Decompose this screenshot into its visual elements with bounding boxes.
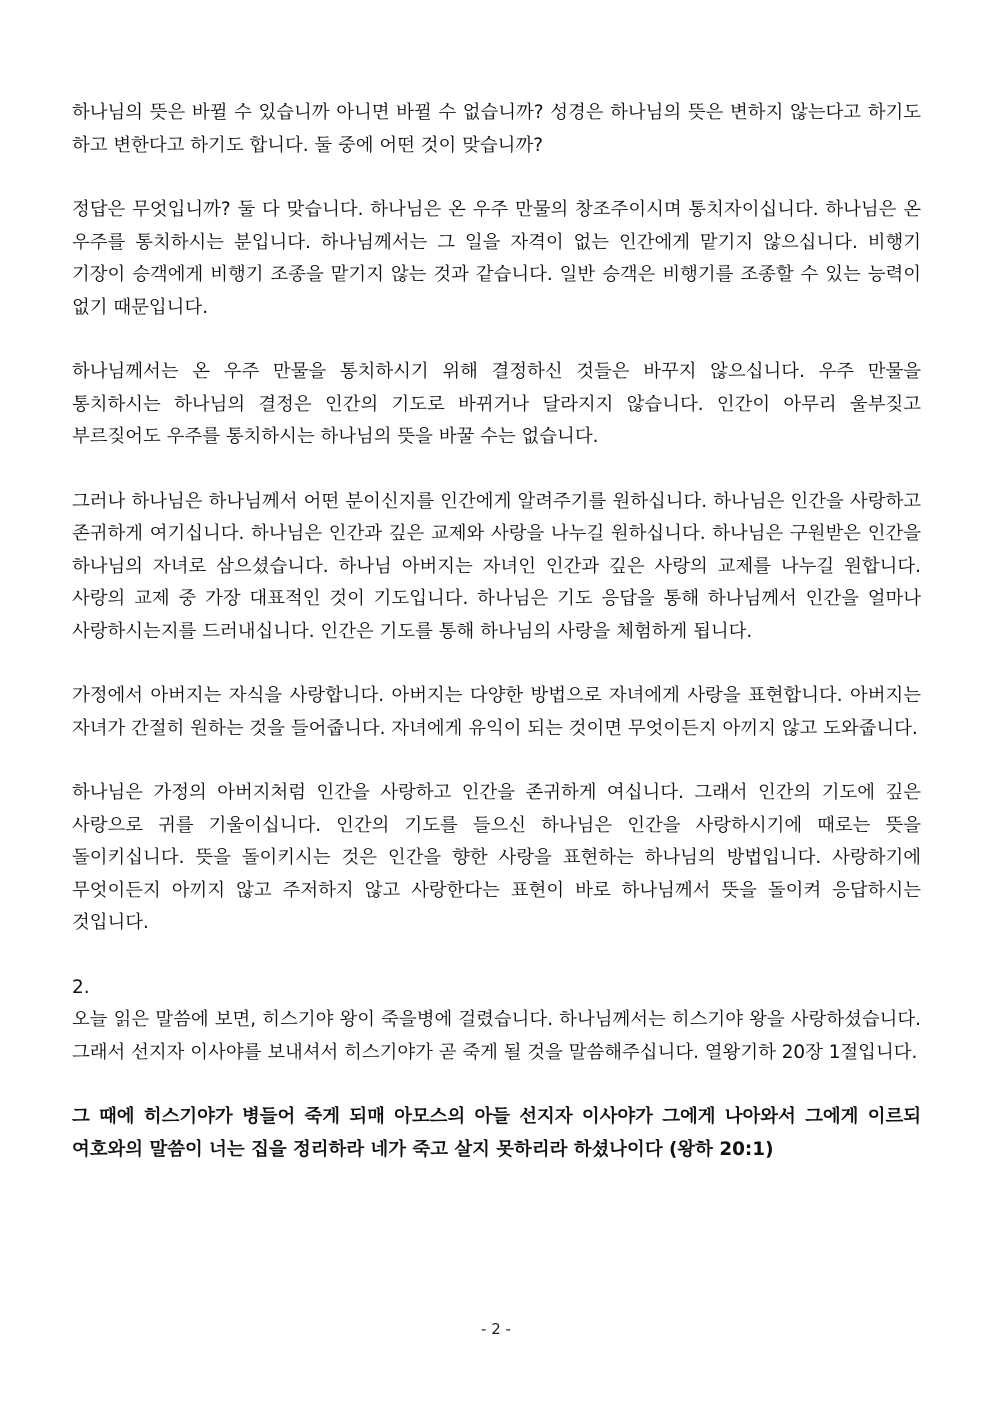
page-number: - 2 - (481, 1320, 511, 1338)
paragraph-hezekiah: 오늘 읽은 말씀에 보면, 히스기야 왕이 죽을병에 걸렸습니다. 하나님께서는 히스기야 왕을 사랑하셨습니다. 그래서 선지자 이사야를 보내셔서 히스기야가 곧 죽게 될 것을 말씀해주십니다. 열왕기하 20장 1절입니다. (72, 1009, 921, 1063)
paragraph-relationship: 그러나 하나님은 하나님께서 어떤 분이신지를 인간에게 알려주기를 원하십니다. 하나님은 인간을 사랑하고 존귀하게 여기십니다. 하나님은 인간과 깊은 교제와 사랑을 나누길 원하십니다. 하나님은 구원받은 인간을 하나님의 자녀로 삼으셨습니다. 하나님 아버지는 자녀인 인간과 깊은 사랑의 교제를 나누길 원합니다. 사랑의 교제 중 가장 대표적인 것이 기도입니다. 하나님은 기도 응답을 통해 하나님께서 인간을 얼마나 사랑하시는지를 드러내십니다. 인간은 기도를 통해 하나님의 사랑을 체험하게 됩니다. (72, 490, 921, 642)
paragraph-unchanging-will: 하나님께서는 온 우주 만물을 통치하시기 위해 결정하신 것들은 바꾸지 않으십니다. 우주 만물을 통치하시는 하나님의 결정은 인간의 기도로 바뀌거나 달라지지 않습니다. 인간이 아무리 울부짖고 부르짖어도 우주를 통치하시는 하나님의 뜻을 바꿀 수는 없습니다. (72, 361, 921, 447)
paragraph-god-relents: 하나님은 가정의 아버지처럼 인간을 사랑하고 인간을 존귀하게 여십니다. 그래서 인간의 기도에 깊은 사랑으로 귀를 기울이십니다. 인간의 기도를 들으신 하나님은 인간을 사랑하시기에 때로는 뜻을 돌이키십니다. 뜻을 돌이키시는 것은 인간을 향한 사랑을 표현하는 하나님의 방법입니다. 사랑하기에 무엇이든지 아끼지 않고 주저하지 않고 사랑한다는 표현이 바로 하나님께서 뜻을 돌이켜 응답하시는 것입니다. (72, 782, 921, 933)
section-number: 2. (72, 976, 90, 998)
paragraph-answer: 정답은 무엇입니까? 둘 다 맞습니다. 하나님은 온 우주 만물의 창조주이시며 통치자이십니다. 하나님은 온 우주를 통치하시는 분입니다. 하나님께서는 그 일을 자격이 없는 인간에게 맡기지 않으십니다. 비행기 기장이 승객에게 비행기 조종을 맡기지 않는 것과 같습니다. 일반 승객은 비행기를 조종할 수 있는 능력이 없기 때문입니다. (72, 199, 921, 318)
paragraph-intro: 하나님의 뜻은 바뀔 수 있습니까 아니면 바뀔 수 없습니까? 성경은 하나님의 뜻은 변하지 않는다고 하기도 하고 변한다고 하기도 합니다. 둘 중에 어떤 것이 맞습니까? (72, 102, 921, 156)
paragraph-father-analogy: 가정에서 아버지는 자식을 사랑합니다. 아버지는 다양한 방법으로 자녀에게 사랑을 표현합니다. 아버지는 자녀가 간절히 원하는 것을 들어줍니다. 자녀에게 유익이 되는 것이면 무엇이든지 아끼지 않고 도와줍니다. (72, 685, 921, 739)
scripture-quote: 그 때에 히스기야가 병들어 죽게 되매 아모스의 아들 선지자 이사야가 그에게 나아와서 그에게 이르되 여호와의 말씀이 너는 집을 정리하라 네가 죽고 살지 못하리라 하셨나이다 (왕하 20:1) (72, 1106, 921, 1160)
document-body (72, 97, 921, 1198)
